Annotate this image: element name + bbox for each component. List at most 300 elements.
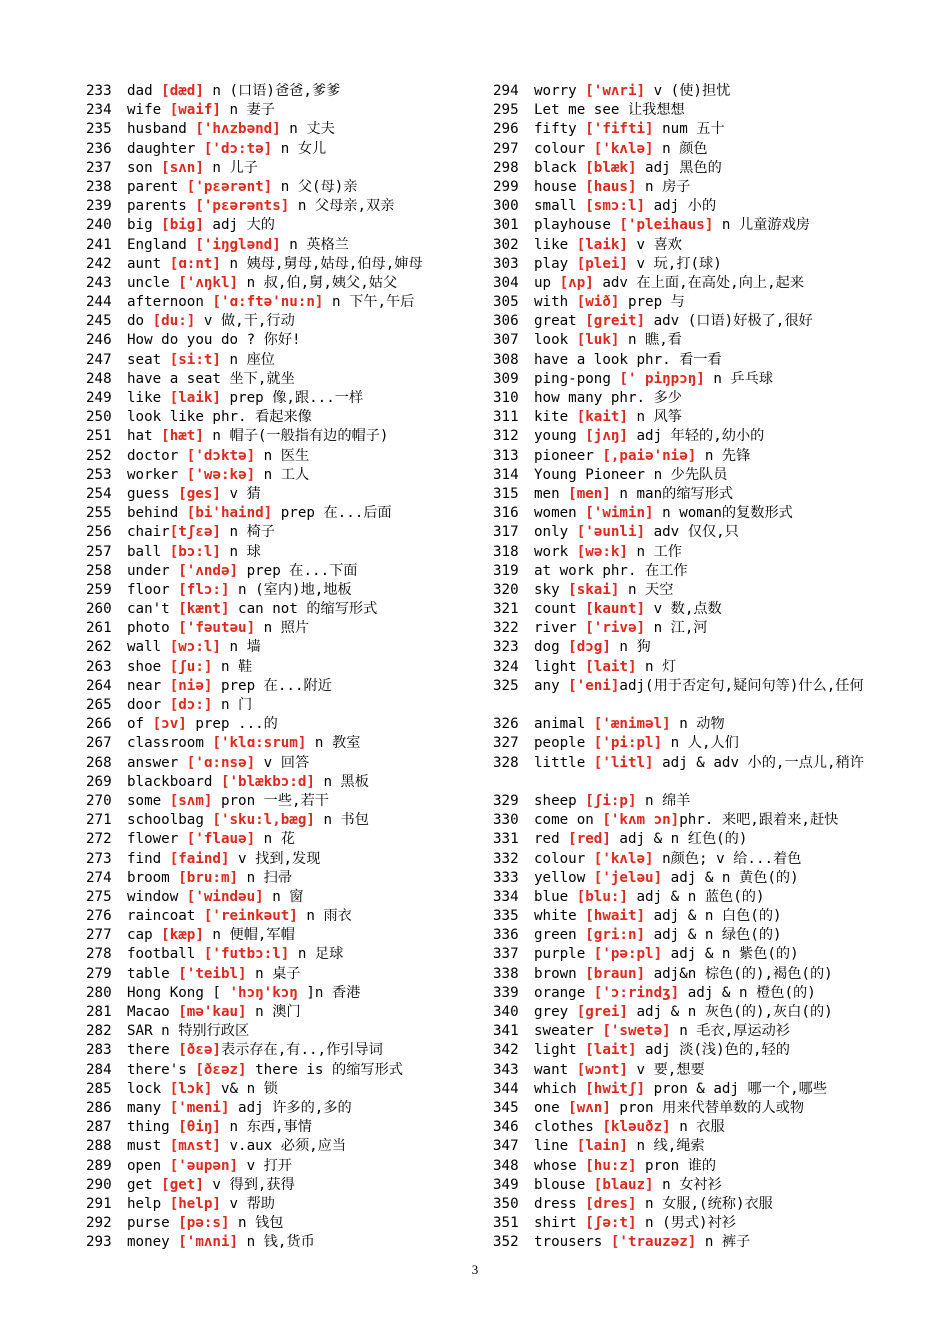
entry-word: thing	[127, 1119, 179, 1136]
entry-number: 282	[86, 1023, 112, 1040]
entry-number: 308	[493, 351, 519, 368]
entry-definition: n 医生	[255, 447, 310, 464]
entry-number: 351	[493, 1215, 519, 1232]
entry-word: behind	[127, 505, 187, 522]
entry-word: have a look phr. 看一看	[534, 351, 722, 368]
entry-number: 315	[493, 485, 519, 502]
entry-phonetic: [hwitʃ]	[585, 1080, 646, 1097]
entry-word: football	[127, 946, 204, 963]
entry-number: 249	[86, 390, 112, 406]
entry-number: 326	[493, 716, 519, 733]
entry-word: husband	[127, 121, 196, 138]
entry-number: 250	[86, 409, 112, 426]
entry-phonetic: ['windəu]	[186, 888, 264, 905]
vocab-entry	[493, 274, 898, 293]
vocab-entry	[493, 523, 898, 542]
entry-word: yellow	[534, 869, 594, 886]
entry-word: Let me see 让我想想	[534, 102, 685, 119]
vocab-entry	[493, 1003, 898, 1022]
entry-definition: n 花	[255, 831, 295, 848]
vocab-entry	[86, 1233, 481, 1252]
vocab-entry	[493, 140, 898, 159]
entry-number: 276	[86, 908, 112, 925]
entry-word: dress	[534, 1195, 586, 1212]
vocab-entry	[493, 543, 898, 562]
entry-word: light	[534, 658, 586, 675]
entry-definition: n 女服,(统称)衣服	[636, 1195, 773, 1212]
entry-definition: n 风筝	[627, 409, 682, 426]
entry-word: work	[534, 543, 577, 560]
entry-phonetic: [lait]	[585, 658, 637, 675]
entry-word: aunt	[127, 255, 170, 272]
entry-number: 277	[86, 927, 112, 944]
entry-phonetic: ['wimin]	[585, 505, 654, 522]
entry-word: door	[127, 697, 170, 713]
entry-phonetic: [dɔg]	[568, 639, 611, 656]
vocab-entry	[493, 255, 898, 274]
vocab-entry	[86, 216, 481, 235]
vocab-entry	[493, 811, 898, 830]
entry-phonetic: ['ʌŋkl]	[178, 274, 239, 291]
vocab-entry	[493, 427, 898, 446]
entry-definition: n 钱,货币	[238, 1234, 315, 1251]
entry-definition: n (室内)地,地板	[229, 581, 352, 598]
entry-definition: n 工人	[255, 466, 310, 483]
entry-word: find	[127, 850, 170, 867]
entry-definition: adv (口语)好极了,很好	[645, 313, 813, 330]
entry-number: 245	[86, 313, 112, 330]
entry-number: 271	[86, 812, 112, 829]
entry-phonetic: [tʃεə]	[169, 524, 221, 541]
vocab-entry	[86, 1022, 481, 1041]
entry-word: raincoat	[127, 908, 204, 925]
entry-phonetic: ['mʌni]	[178, 1234, 239, 1251]
vocab-entry	[86, 293, 481, 312]
entry-definition: can not 的缩写形式	[229, 601, 378, 618]
vocab-entry	[86, 869, 481, 888]
entry-definition: n 鞋	[212, 658, 253, 675]
vocab-entry	[86, 1195, 481, 1214]
entry-number: 257	[86, 543, 112, 560]
vocab-entry	[493, 466, 898, 485]
entry-phonetic: ['pə:pl]	[593, 946, 663, 963]
vocab-entry	[493, 734, 898, 753]
vocab-entry	[86, 1137, 481, 1156]
entry-word: floor	[127, 581, 179, 598]
entry-word: line	[534, 1138, 577, 1155]
vocab-entry	[493, 581, 898, 600]
entry-phonetic: ['litl]	[593, 754, 654, 771]
vocab-entry	[86, 562, 481, 581]
vocab-entry	[86, 427, 481, 446]
entry-number: 336	[493, 927, 519, 944]
entry-number: 261	[86, 620, 112, 637]
entry-number: 306	[493, 313, 519, 330]
entry-number: 241	[86, 236, 112, 253]
entry-phonetic: [lɔk]	[169, 1080, 213, 1097]
entry-number: 292	[86, 1215, 112, 1232]
vocab-entry	[86, 351, 481, 370]
entry-word: must	[127, 1138, 170, 1155]
entry-phonetic: ['eni]	[568, 677, 620, 694]
entry-word: worker	[127, 466, 187, 483]
entry-phonetic: ['trauzəz]	[610, 1234, 697, 1251]
vocab-entry	[493, 1099, 898, 1118]
entry-word: near	[127, 677, 170, 694]
vocab-entry	[86, 619, 481, 638]
entry-word: classroom	[127, 735, 213, 752]
entry-definition: n 姨母,舅母,姑母,伯母,婶母	[220, 255, 423, 272]
entry-definition: v 猜	[220, 485, 261, 502]
vocab-entry	[493, 562, 898, 581]
entry-word: look	[534, 332, 577, 349]
entry-number: 341	[493, 1023, 519, 1040]
entry-definition: adj 许多的,多的	[229, 1099, 352, 1116]
entry-phonetic: [jʌŋ]	[585, 428, 628, 445]
entry-number: 270	[86, 792, 112, 809]
vocab-entry	[86, 101, 481, 120]
entry-definition: n 工作	[627, 543, 682, 560]
entry-number: 255	[86, 505, 112, 522]
entry-phonetic: [wʌn]	[568, 1099, 611, 1116]
entry-definition: n 妻子	[220, 102, 275, 119]
entry-phonetic: ['wə:kə]	[186, 466, 256, 483]
entry-word: want	[534, 1061, 577, 1078]
vocab-entry	[493, 638, 898, 657]
entry-number: 256	[86, 524, 112, 541]
vocab-entry	[86, 965, 481, 984]
entry-definition: 表示存在,有..,作引导词	[220, 1042, 383, 1059]
entry-word: How do you do ? 你好!	[127, 332, 301, 349]
vocab-entry	[86, 984, 481, 1003]
entry-phonetic: [blæk]	[585, 159, 637, 176]
entry-phonetic: [hæt]	[161, 428, 204, 445]
entry-phonetic: ['fifti]	[585, 121, 654, 138]
entry-number: 258	[86, 562, 112, 579]
vocab-entry	[493, 120, 898, 139]
entry-number: 344	[493, 1080, 519, 1097]
entry-word: small	[534, 198, 586, 215]
entry-definition: n (口语)爸爸,爹爹	[203, 83, 341, 99]
entry-number: 273	[86, 850, 112, 867]
entry-definition: adj 小的	[645, 198, 717, 215]
vocab-entry	[493, 1061, 898, 1080]
entry-word: clothes	[534, 1119, 603, 1136]
vocab-entry	[493, 658, 898, 677]
entry-word: trousers	[534, 1234, 611, 1251]
entry-definition: n 儿童游戏房	[713, 217, 810, 234]
entry-phonetic: ['pleihaus]	[619, 217, 714, 234]
entry-number: 252	[86, 447, 112, 464]
vocab-entry	[493, 331, 898, 350]
entry-word: there	[127, 1042, 179, 1059]
entry-word: under	[127, 562, 179, 579]
entry-definition: n 东西,事情	[220, 1119, 312, 1136]
entry-definition: n 门	[212, 697, 253, 713]
entry-word: playhouse	[534, 217, 620, 234]
entry-word: open	[127, 1157, 170, 1174]
entry-number: 348	[493, 1157, 519, 1174]
entry-word: red	[534, 831, 569, 848]
entry-number: 317	[493, 524, 519, 541]
entry-phonetic: [waif]	[169, 102, 221, 119]
entry-phonetic: [kaunt]	[585, 601, 646, 618]
entry-number: 327	[493, 735, 519, 752]
entry-number: 283	[86, 1042, 112, 1059]
entry-word: some	[127, 792, 170, 809]
vocab-entry	[493, 1157, 898, 1176]
entry-definition: n 父母亲,双亲	[289, 198, 395, 215]
entry-word: kite	[534, 409, 577, 426]
vocab-entry	[86, 888, 481, 907]
entry-word: SAR n 特别行政区	[127, 1023, 250, 1040]
entry-definition: v 玩,打(球)	[627, 255, 722, 272]
entry-phonetic: [kləuðz]	[602, 1119, 671, 1136]
entry-phonetic: ['dɔ:tə]	[203, 140, 273, 157]
entry-word: like	[127, 390, 170, 406]
entry-phonetic: [red]	[568, 831, 611, 848]
entry-definition: pron & adj 哪一个,哪些	[645, 1080, 828, 1097]
vocab-entry	[493, 1195, 898, 1214]
entry-definition: v 回答	[255, 754, 310, 771]
vocab-entry	[86, 677, 481, 696]
entry-definition: adj(用于否定句,疑问句等)什么,任何	[619, 677, 864, 694]
entry-number: 253	[86, 466, 112, 483]
vocab-entry	[493, 715, 898, 734]
entry-definition: prep 像,跟...一样	[220, 390, 364, 406]
entry-word: brown	[534, 965, 586, 982]
entry-definition: v 喜欢	[627, 236, 682, 253]
entry-number: 345	[493, 1099, 519, 1116]
entry-word: women	[534, 505, 586, 522]
entry-phonetic: [,paiə'niə]	[602, 447, 697, 464]
vocab-entry	[86, 600, 481, 619]
entry-number: 319	[493, 562, 519, 579]
vocab-entry	[86, 811, 481, 830]
entry-definition: v 帮助	[220, 1195, 275, 1212]
entry-number: 347	[493, 1138, 519, 1155]
entry-phonetic: ['kʌm ɔn]	[602, 812, 680, 829]
vocab-entry	[493, 236, 898, 255]
entry-word: wall	[127, 639, 170, 656]
entry-number: 330	[493, 812, 519, 829]
entry-phonetic: ['teibl]	[178, 965, 247, 982]
vocab-entry	[86, 926, 481, 945]
entry-number: 331	[493, 831, 519, 848]
vocab-entry	[493, 869, 898, 888]
entry-phonetic: ['meni]	[169, 1099, 230, 1116]
entry-phonetic: [smɔ:l]	[585, 198, 646, 215]
entry-definition: n 绵羊	[636, 792, 691, 809]
entry-definition: adj & adv 小的,一点儿,稍许	[653, 754, 864, 771]
entry-definition: n 钱包	[229, 1215, 284, 1232]
entry-phonetic: [niə]	[169, 677, 213, 694]
entry-word: of	[127, 716, 153, 733]
vocab-entry	[493, 888, 898, 907]
entry-definition: n 扫帚	[238, 869, 293, 886]
vocab-entry	[493, 293, 898, 312]
entry-word: purse	[127, 1215, 179, 1232]
entry-number: 320	[493, 581, 519, 598]
entry-definition: phr. 来吧,跟着来,赶快	[679, 812, 839, 829]
entry-number: 234	[86, 102, 112, 119]
entry-number: 247	[86, 351, 112, 368]
vocab-entry	[86, 1099, 481, 1118]
entry-phonetic: [kait]	[576, 409, 628, 426]
entry-phonetic: [ðεə]	[178, 1042, 221, 1059]
entry-number: 260	[86, 601, 112, 618]
vocab-entry	[493, 907, 898, 926]
entry-phonetic: [lait]	[585, 1042, 637, 1059]
entry-number: 281	[86, 1004, 112, 1020]
entry-definition: v& n 锁	[212, 1080, 278, 1097]
entry-word: there's	[127, 1061, 196, 1078]
entry-phonetic: ['blækbɔ:d]	[220, 773, 315, 790]
entry-definition: v 数,点数	[645, 601, 722, 618]
entry-number: 349	[493, 1176, 519, 1193]
entry-phonetic: ['flauə]	[186, 831, 256, 848]
entry-word: guess	[127, 485, 179, 502]
entry-phonetic: [lain]	[576, 1138, 628, 1155]
entry-phonetic: ['əunli]	[576, 524, 646, 541]
entry-number: 272	[86, 831, 112, 848]
entry-phonetic: ['pi:pl]	[593, 735, 663, 752]
entry-definition: n 澳门	[246, 1004, 301, 1020]
entry-number: 239	[86, 198, 112, 215]
vocab-entry	[86, 1214, 481, 1233]
entry-phonetic: ['æniməl]	[593, 716, 671, 733]
entry-phonetic: [mʌst]	[169, 1138, 221, 1155]
entry-number: 321	[493, 601, 519, 618]
entry-definition: adj & n 蓝色(的)	[627, 888, 765, 905]
vocab-entry	[86, 82, 481, 101]
vocab-column-left	[86, 82, 481, 1252]
entry-phonetic: ['sku:l,bæg]	[212, 812, 315, 829]
entry-definition: ]n 香港	[297, 984, 361, 1001]
entry-definition: n 叔,伯,舅,姨父,姑父	[238, 274, 398, 291]
entry-word: blackboard	[127, 773, 221, 790]
vocab-entry	[493, 82, 898, 101]
entry-word: sheep	[534, 792, 586, 809]
entry-word: only	[534, 524, 577, 541]
entry-phonetic: [ges]	[178, 485, 221, 502]
entry-word: which	[534, 1080, 586, 1097]
entry-word: cap	[127, 927, 162, 944]
entry-word: colour	[534, 140, 594, 157]
vocab-entry	[86, 274, 481, 293]
vocab-entry	[493, 1022, 898, 1041]
entry-number: 263	[86, 658, 112, 675]
vocab-entry	[493, 1233, 898, 1252]
vocab-entry	[86, 178, 481, 197]
entry-number: 295	[493, 102, 519, 119]
vocab-entry	[86, 255, 481, 274]
entry-phonetic: ['iŋglənd]	[195, 236, 281, 253]
entry-word: chair	[127, 524, 170, 541]
entry-phonetic: [ʌp]	[559, 274, 594, 291]
vocab-entry	[493, 1041, 898, 1060]
vocab-entry	[86, 907, 481, 926]
entry-definition: n 房子	[636, 178, 691, 195]
vocab-entry	[86, 1176, 481, 1195]
entry-word: photo	[127, 620, 179, 637]
entry-phonetic: ['rivə]	[585, 620, 646, 637]
entry-definition: n 女衬衫	[653, 1176, 722, 1193]
entry-phonetic: ['ʌndə]	[178, 562, 239, 579]
vocab-entry	[493, 1080, 898, 1099]
entry-number: 309	[493, 370, 519, 387]
entry-number: 265	[86, 697, 112, 713]
entry-phonetic: [dæd]	[161, 83, 204, 99]
vocab-entry	[493, 504, 898, 523]
entry-phonetic: [ɔv]	[152, 716, 187, 733]
entry-phonetic: [blauz]	[593, 1176, 654, 1193]
entry-phonetic: [wɔ:l]	[169, 639, 221, 656]
entry-word: lock	[127, 1080, 170, 1097]
entry-number: 328	[493, 754, 519, 771]
entry-phonetic: [kænt]	[178, 601, 230, 618]
entry-phonetic: [sʌm]	[169, 792, 213, 809]
entry-word: broom	[127, 869, 179, 886]
vocab-entry	[86, 638, 481, 657]
entry-word: purple	[534, 946, 594, 963]
entry-phonetic: [plei]	[576, 255, 628, 272]
entry-phonetic: [θiŋ]	[178, 1119, 221, 1136]
entry-phonetic: [faind]	[169, 850, 230, 867]
vocab-entry	[493, 965, 898, 984]
entry-definition: n 下午,午后	[323, 294, 415, 311]
entry-word: up	[534, 274, 560, 291]
vocab-entry	[86, 120, 481, 139]
entry-phonetic: [wɔnt]	[576, 1061, 628, 1078]
entry-phonetic: [grei]	[576, 1004, 628, 1021]
entry-phonetic: [du:]	[152, 313, 196, 330]
entry-phonetic: ['futbɔ:l]	[203, 946, 290, 963]
entry-word: ball	[127, 543, 170, 560]
entry-definition: adj & n 黄色(的)	[662, 869, 799, 886]
vocab-entry	[493, 1118, 898, 1137]
entry-phonetic: [wə:k]	[576, 543, 628, 560]
entry-number: 300	[493, 198, 519, 215]
entry-word: river	[534, 620, 586, 637]
entry-word: many	[127, 1099, 170, 1116]
entry-phonetic: [bi'haind]	[186, 505, 273, 522]
entry-number: 325	[493, 677, 519, 694]
entry-word: how many phr. 多少	[534, 390, 682, 406]
entry-word: little	[534, 754, 594, 771]
entry-definition: n 灯	[636, 658, 677, 675]
entry-number: 323	[493, 639, 519, 656]
entry-number: 314	[493, 466, 519, 483]
entry-word: seat	[127, 351, 170, 368]
entry-definition: n 帽子(一般指有边的帽子)	[203, 428, 389, 445]
entry-phonetic: [laik]	[169, 390, 221, 406]
entry-word: grey	[534, 1004, 577, 1021]
vocab-entry	[86, 1157, 481, 1176]
entry-phonetic: [hu:z]	[585, 1157, 637, 1174]
entry-definition: v 做,干,行动	[195, 313, 295, 330]
entry-word: whose	[534, 1157, 586, 1174]
entry-phonetic: ['swetə]	[602, 1023, 671, 1040]
entry-word: orange	[534, 984, 594, 1001]
entry-word: wife	[127, 102, 170, 119]
entry-word: money	[127, 1234, 179, 1251]
vocab-entry	[86, 773, 481, 792]
entry-phonetic: ['ɑ:ftə'nu:n]	[212, 294, 324, 311]
entry-number: 280	[86, 984, 112, 1001]
entry-number: 313	[493, 447, 519, 464]
vocab-entry	[493, 1176, 898, 1195]
